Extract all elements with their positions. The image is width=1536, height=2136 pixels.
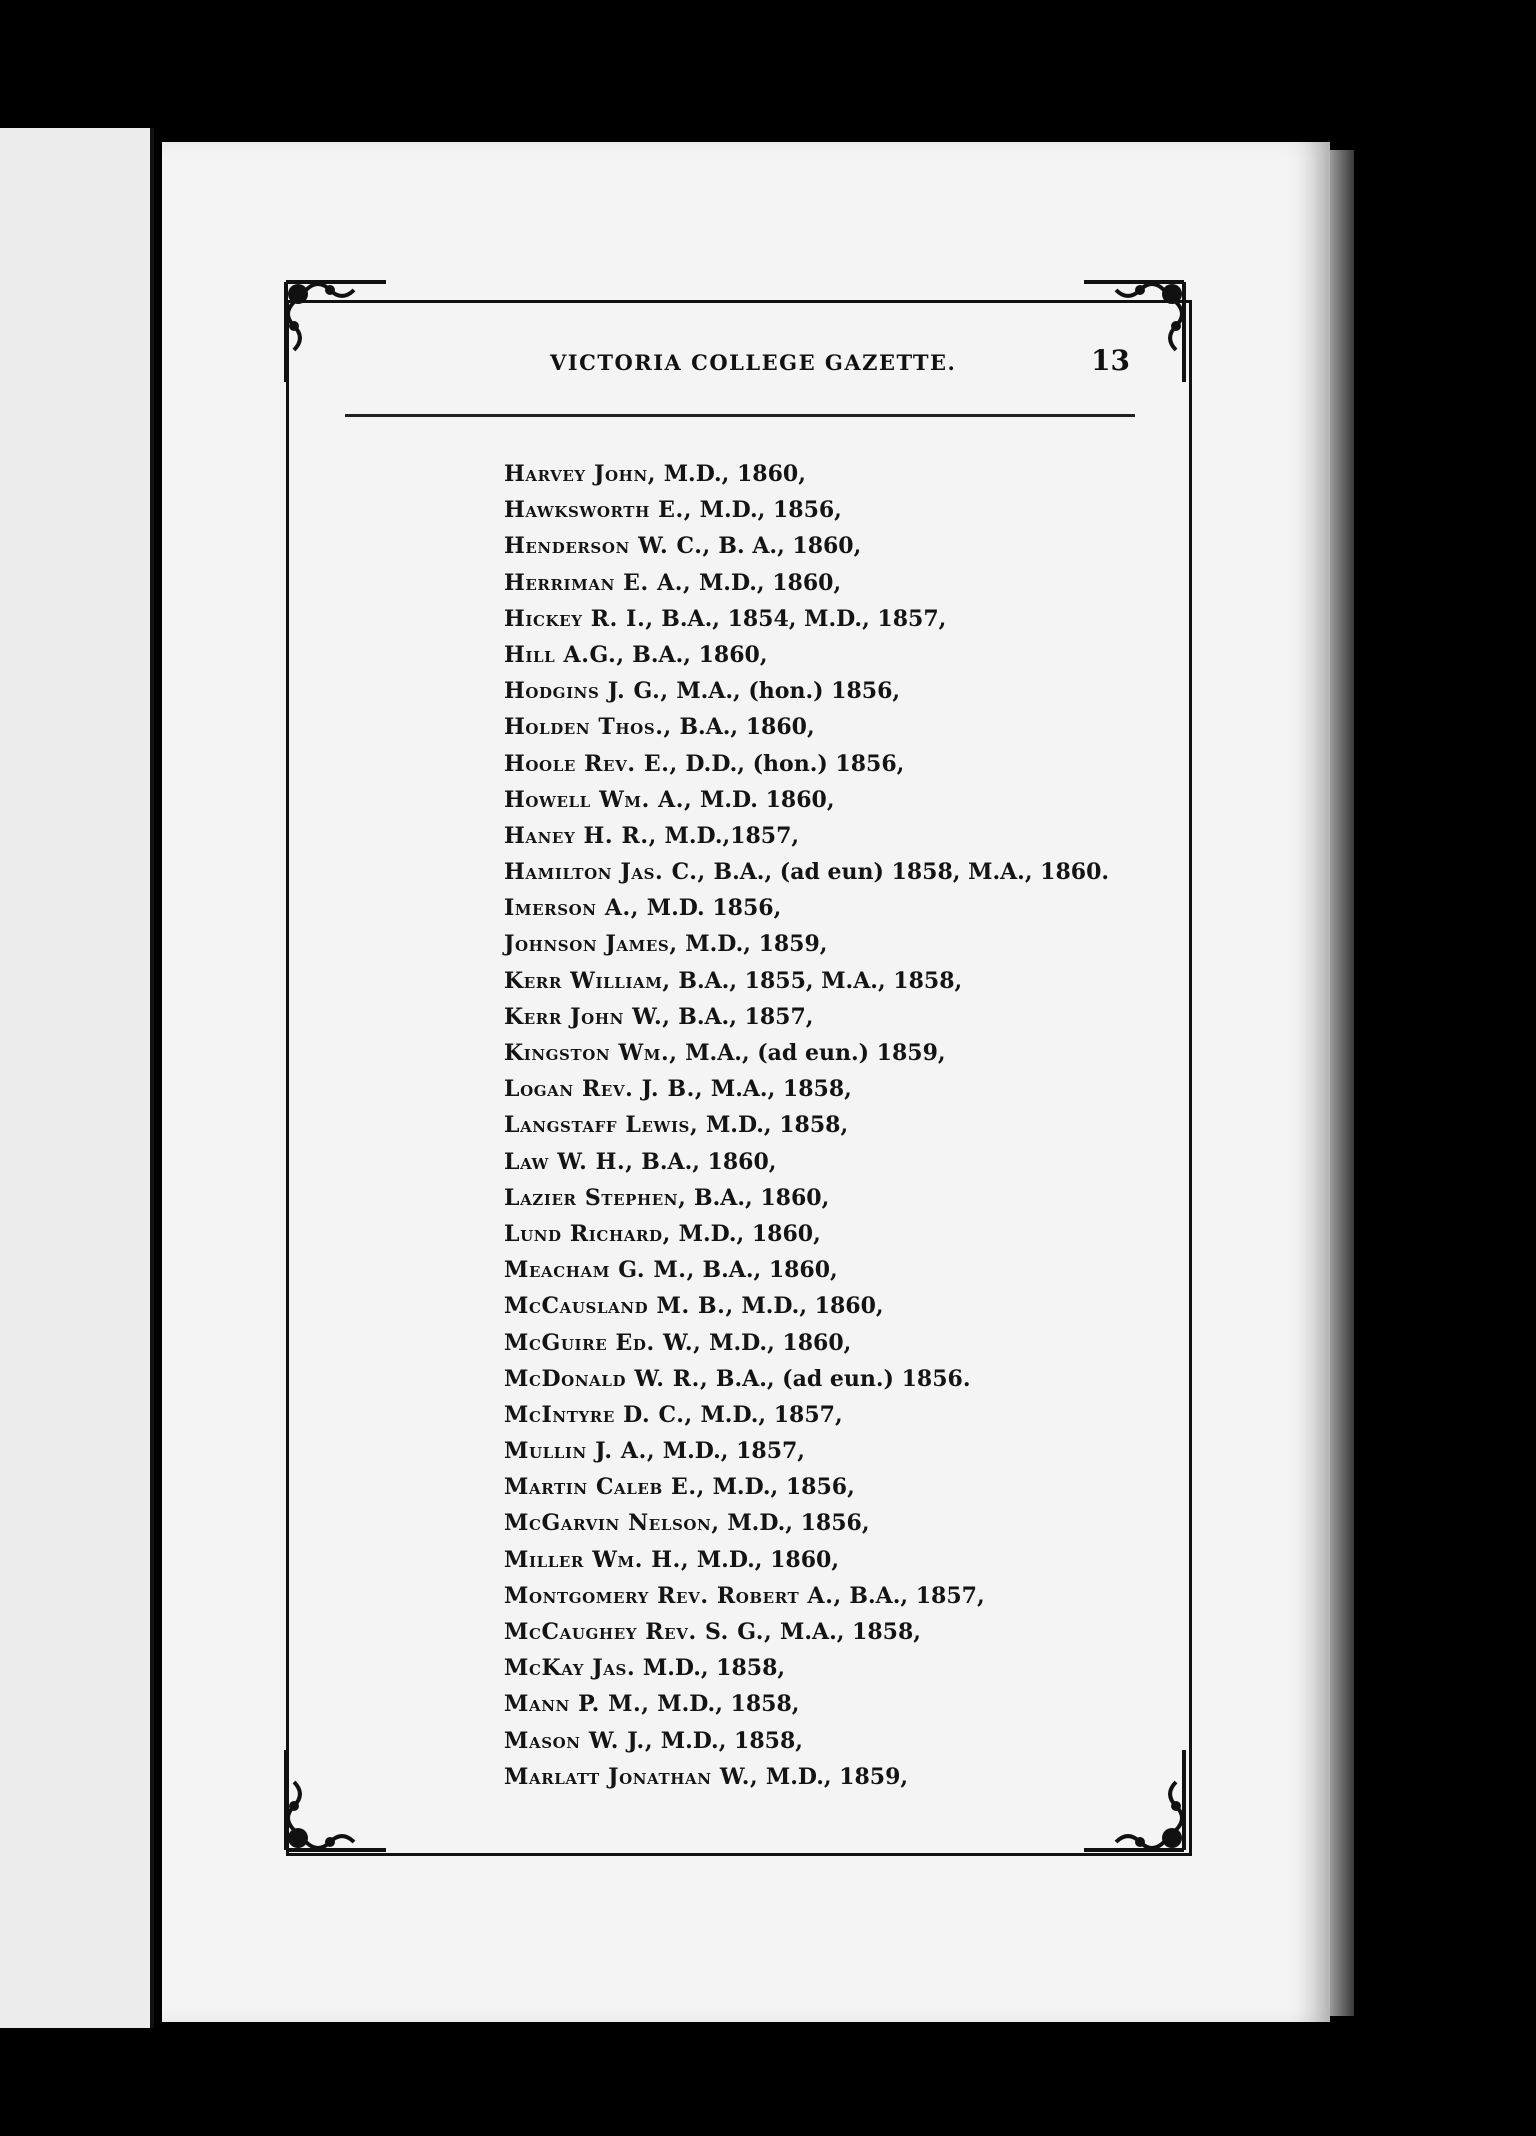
entry-name: Montgomery Rev. Robert A., [504, 1582, 842, 1609]
page-number: 13 [1091, 344, 1130, 377]
list-item [504, 1686, 1224, 1722]
list-item [504, 1469, 1224, 1505]
entry-details: M.D.,1857, [664, 822, 800, 849]
entry-details: M.D., 1860, [709, 1329, 852, 1356]
entry-details: M.D., 1858, [660, 1727, 803, 1754]
entry-details: B.A., 1860, [694, 1184, 830, 1211]
entry-name: Mullin J. A., [504, 1438, 656, 1465]
entry-name: Kerr John W., [504, 1003, 671, 1030]
list-item [504, 565, 1224, 601]
entry-name: Lazier Stephen, [504, 1184, 687, 1211]
list-item [504, 1578, 1224, 1614]
entry-name: Imerson A., [504, 895, 640, 922]
running-title: VICTORIA COLLEGE GAZETTE. [550, 350, 957, 375]
list-item [504, 746, 1224, 782]
entry-name: McGuire Ed. W., [504, 1329, 702, 1356]
list-item [504, 601, 1224, 637]
entry-name: Martin Caleb E., [504, 1474, 705, 1501]
entry-details: B.A., 1854, M.D., 1857, [661, 605, 947, 632]
list-item [504, 1650, 1224, 1686]
entry-name: Hoole Rev. E., [504, 750, 678, 777]
entry-details: B.A., 1857, [849, 1582, 985, 1609]
entry-name: Kingston Wm., [504, 1040, 678, 1066]
entry-name: Hawksworth E., [504, 497, 692, 524]
entry-name: Hill A.G., [504, 641, 625, 668]
list-item [504, 1071, 1224, 1107]
entry-details: B.A., 1855, M.A., 1858, [678, 967, 963, 994]
entry-name: Kerr William, [504, 967, 671, 994]
list-item [504, 1361, 1224, 1397]
list-item [504, 709, 1224, 745]
corner-ornament-icon [276, 1740, 396, 1860]
list-item [504, 1216, 1224, 1252]
entry-details: B.A., 1860, [641, 1148, 777, 1175]
entry-details: M.A., (ad eun.) 1859, [685, 1040, 946, 1066]
entry-details: M.D., 1858, [657, 1691, 800, 1718]
entry-name: Marlatt Jonathan W., [504, 1763, 759, 1790]
entry-details: M.D. 1860, [699, 786, 835, 813]
list-item [504, 1288, 1224, 1324]
entry-details: M.D., 1860, [696, 1546, 840, 1573]
entry-details: B.A., 1860, [632, 641, 768, 668]
list-item [504, 926, 1224, 962]
entry-details: M.A., 1858, [710, 1076, 852, 1103]
alumni-list [504, 456, 1224, 1795]
entry-details: M.D., 1856, [699, 497, 842, 524]
list-item [504, 1397, 1224, 1433]
entry-name: Meacham G. M., [504, 1257, 695, 1284]
entry-details: M.D., 1860, [663, 461, 806, 487]
list-item [504, 1759, 1224, 1795]
entry-details: B.A., 1860, [702, 1257, 838, 1284]
entry-details: M.D., 1858, [642, 1655, 786, 1682]
list-item [504, 637, 1224, 673]
entry-details: M.D., 1860, [698, 569, 842, 596]
entry-name: Miller Wm. H., [504, 1546, 690, 1573]
list-item [504, 1252, 1224, 1288]
page-edge-shadow [1330, 150, 1354, 2016]
entry-name: McIntyre D. C., [504, 1401, 693, 1428]
entry-name: McCausland M. B., [504, 1293, 734, 1320]
entry-name: Harvey John, [504, 461, 657, 487]
page-header [340, 344, 1140, 390]
entry-name: Henderson W. C., [504, 533, 711, 560]
entry-details: M.D., 1860, [678, 1220, 821, 1247]
entry-details: B.A., (ad eun.) 1856. [715, 1365, 971, 1392]
entry-details: M.D., 1857, [662, 1438, 805, 1465]
entry-name: Mann P. M., [504, 1691, 650, 1718]
entry-name: Hamilton Jas. C., [504, 859, 706, 886]
entry-name: Mason W. J., [504, 1727, 654, 1754]
entry-details: B.A., 1860, [679, 714, 815, 741]
entry-name: Hodgins J. G., [504, 678, 669, 705]
entry-name: Herriman E. A., [504, 569, 692, 596]
entry-details: M.D., 1856, [727, 1510, 870, 1537]
entry-details: D.D., (hon.) 1856, [685, 750, 905, 777]
list-item [504, 673, 1224, 709]
entry-name: McDonald W. R., [504, 1365, 709, 1392]
list-item [504, 1180, 1224, 1216]
entry-details: M.D., 1858, [705, 1112, 849, 1139]
list-item [504, 456, 1224, 492]
entry-details: M.D., 1859, [685, 931, 828, 958]
list-item [504, 1107, 1224, 1143]
list-item [504, 854, 1224, 890]
entry-details: B.A., 1857, [678, 1003, 814, 1030]
entry-details: M.D., 1857, [700, 1401, 843, 1428]
entry-name: McKay Jas. [504, 1655, 636, 1682]
entry-name: Langstaff Lewis, [504, 1112, 699, 1139]
entry-details: M.D., 1860, [741, 1293, 884, 1320]
entry-details: B.A., (ad eun) 1858, M.A., 1860. [713, 859, 1110, 886]
list-item [504, 890, 1224, 926]
list-item [504, 528, 1224, 564]
list-item [504, 963, 1224, 999]
entry-details: M.D., 1859, [765, 1763, 909, 1790]
list-item [504, 1325, 1224, 1361]
entry-details: M.A., 1858, [780, 1619, 921, 1645]
entry-name: McGarvin Nelson, [504, 1510, 720, 1537]
list-item [504, 1505, 1224, 1541]
list-item [504, 818, 1224, 854]
entry-name: Haney H. R., [504, 822, 657, 849]
entry-name: Logan Rev. J. B., [504, 1076, 704, 1103]
entry-details: M.D. 1856, [646, 895, 782, 922]
entry-name: Hickey R. I., [504, 605, 654, 632]
entry-name: Holden Thos., [504, 714, 672, 741]
previous-page-edge [0, 128, 154, 2028]
list-item [504, 999, 1224, 1035]
list-item [504, 1035, 1224, 1071]
entry-details: M.D., 1856, [712, 1474, 855, 1501]
list-item [504, 492, 1224, 528]
list-item [504, 1144, 1224, 1180]
list-item [504, 1433, 1224, 1469]
list-item [504, 1614, 1224, 1650]
entry-name: Howell Wm. A., [504, 786, 693, 813]
list-item [504, 1723, 1224, 1759]
list-item [504, 1542, 1224, 1578]
entry-name: Lund Richard, [504, 1220, 671, 1247]
entry-details: M.A., (hon.) 1856, [676, 678, 901, 705]
entry-details: B. A., 1860, [718, 533, 862, 560]
entry-name: McCaughey Rev. S. G., [504, 1619, 773, 1645]
entry-name: Johnson James, [504, 931, 678, 958]
list-item [504, 782, 1224, 818]
header-rule [345, 414, 1135, 417]
entry-name: Law W. H., [504, 1148, 634, 1175]
